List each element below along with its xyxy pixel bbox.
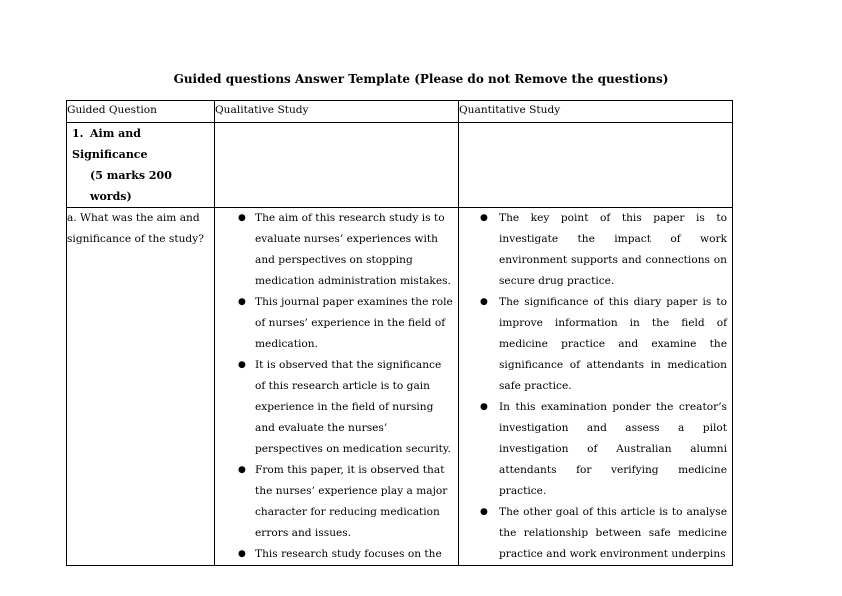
list-item <box>459 502 732 565</box>
quantitative-points-list <box>459 208 732 565</box>
bullet-icon: ● <box>238 213 246 223</box>
question-cell: a. What was the aim and significance of the study? <box>67 208 215 566</box>
quantitative-answer-cell <box>459 208 733 566</box>
answer-template-table <box>66 100 733 566</box>
bullet-icon: ● <box>238 360 246 370</box>
list-item <box>215 544 458 565</box>
list-item <box>215 460 458 544</box>
bullet-icon: ● <box>238 549 246 559</box>
table-header-row <box>67 101 733 123</box>
list-item-text: The significance of this diary paper is to improve information in the field of medicine practice and examine the significance of attendants in medication safe practice. <box>499 296 727 392</box>
header-quantitative-study: Quantitative Study <box>459 101 733 123</box>
qualitative-answer-cell <box>215 208 459 566</box>
list-item <box>215 208 458 292</box>
page-title: Guided questions Answer Template (Please do not Remove the questions) <box>173 72 669 86</box>
section-number: 1. <box>72 127 84 140</box>
section-qualitative-empty-cell <box>215 123 459 208</box>
list-item-text: From this paper, it is observed that the nurses’ experience play a major character for reducing medication errors and issues. <box>255 464 448 539</box>
list-item-text: The key point of this paper is to investigate the impact of work environment supports and connections on secure drug practice. <box>499 212 727 287</box>
list-item <box>459 208 732 292</box>
section-title: Aim and Significance <box>72 127 148 161</box>
header-guided-question: Guided Question <box>67 101 215 123</box>
header-qualitative-study: Qualitative Study <box>215 101 459 123</box>
bullet-icon: ● <box>480 297 488 307</box>
list-item <box>459 397 732 502</box>
bullet-icon: ● <box>480 402 488 412</box>
list-item <box>215 355 458 460</box>
list-item-text: The other goal of this article is to analyse the relationship between safe medicine practice and work environment underpins <box>499 506 727 560</box>
list-item <box>215 292 458 355</box>
list-item-text: The aim of this research study is to evaluate nurses’ experiences with and perspectives on stopping medication administration mistakes. <box>255 212 451 287</box>
bullet-icon: ● <box>480 213 488 223</box>
section-row <box>67 123 733 208</box>
section-heading-cell <box>67 123 215 208</box>
section-subtitle: (5 marks 200 words) <box>90 169 172 203</box>
list-item-text: It is observed that the significance of this research article is to gain experience in the field of nursing and evaluate the nurses’ perspectives on medication security. <box>255 359 451 455</box>
section-heading <box>67 123 214 207</box>
list-item-text: This journal paper examines the role of nurses’ experience in the field of medication. <box>255 296 453 350</box>
list-item-text: This research study focuses on the <box>255 548 442 560</box>
qualitative-points-list <box>215 208 458 565</box>
section-quantitative-empty-cell <box>459 123 733 208</box>
list-item <box>459 292 732 397</box>
bullet-icon: ● <box>238 465 246 475</box>
bullet-icon: ● <box>238 297 246 307</box>
list-item-text: In this examination ponder the creator’s investigation and assess a pilot investigation of Australian alumni attendants for verifying medicine practice. <box>499 401 727 497</box>
question-row <box>67 208 733 566</box>
bullet-icon: ● <box>480 507 488 517</box>
